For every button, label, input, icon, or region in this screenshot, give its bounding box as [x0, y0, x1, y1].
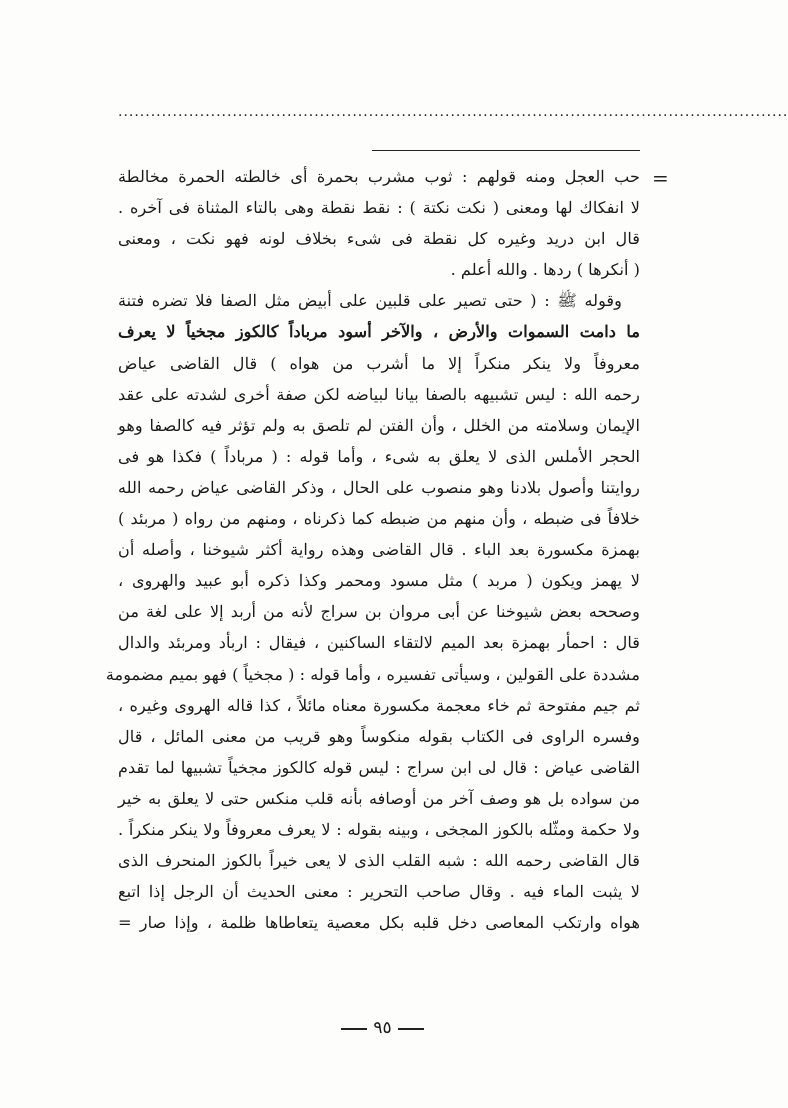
folio-dash-left [341, 1028, 367, 1030]
text-line: روايتنا وأصول بلادنا وهو منصوب على الحال ، وذكر القاضى عياض رحمه الله [118, 477, 640, 497]
text-line: رحمه الله : ليس تشبيهه بالصفا بيانا لبياضه لكن صفة أخرى لشدته على عقد [118, 384, 640, 404]
text-line: مشددة على القولين ، وسيأتى تفسيره ، وأما قوله : ( مجخياً ) فهو بميم مضمومة [105, 664, 640, 684]
footnote-text [105, 161, 640, 938]
text-line: لا انفكاك لها ومعنى ( نكت نكتة ) : نقط نقطة وهى بالتاء المثناة فى آخره . [118, 198, 640, 218]
page-number-value: ٩٥ [373, 1018, 392, 1038]
text-line: قال القاضى رحمه الله : شبه القلب الذى لا يعى خيراً بالكوز المنحرف الذى [118, 851, 640, 871]
footnote-rule [372, 150, 640, 151]
text-line: الإيمان وسلامته من الخلل ، وأن الفتن لم تلصق به ولم تؤثر فيه كالصفا وهو [118, 415, 640, 435]
text-line: من سواده بل هو وصف آخر من أوصافه بأنه قلب منكس حتى لا يعلق به خير [118, 788, 640, 808]
text-line: قال : احمأر بهمزة بعد الميم لالتقاء الساكنين ، فيقال : اربأد ومربئد والدال [118, 633, 640, 653]
continuation-mark: = [652, 166, 669, 190]
text-line: وفسره الراوى فى الكتاب بقوله منكوساً وهو قريب من معنى المائل ، قال [118, 726, 640, 746]
text-line: الحجر الأملس الذى لا يعلق به شىء ، وأما قوله : ( مرباداً ) فكذا هو فى [118, 446, 640, 466]
text-line: القاضى عياض : قال لى ابن سراج : ليس قوله كالكوز مجخياً تشبيها لما تقدم [118, 757, 640, 777]
text-line: حب العجل ومنه قولهم : ثوب مشرب بحمرة أى خالطته الحمرة مخالطة [118, 167, 640, 186]
text-line: لا يهمز ويكون ( مربد ) مثل مسود ومحمر وكذا ذكره أبو عبيد والهروى ، [118, 571, 640, 591]
folio-dash-right [398, 1028, 424, 1030]
text-line: ثم جيم مفتوحة ثم خاء معجمة مكسورة معناه مائلاً ، كذا قاله الهروى وغيره ، [118, 695, 640, 715]
text-line: ما دامت السموات والأرض ، والآخر أسود مرباداً كالكوز مجخياً لا يعرف [118, 322, 640, 342]
text-line: قال ابن دريد وغيره كل نقطة فى شىء بخلاف لونه فهو نكت ، ومعنى [118, 229, 640, 249]
page-number [0, 1018, 765, 1038]
text-line: وصححه بعض شيوخنا عن أبى مروان بن سراج لأنه من أربد إلا على لغة من [118, 602, 640, 622]
text-line: ( أنكرها ) ردها . والله أعلم . [450, 260, 640, 280]
text-line: هواه وارتكب المعاصى دخل قلبه بكل معصية يتعاطاها ظلمة ، وإذا صار = [118, 913, 640, 933]
dotted-separator: ........................................................................................................................... [118, 104, 788, 120]
text-line: خلافاً فى ضبطه ، وأن منهم من ضبطه كما ذكرناه ، ومنهم من رواه ( مربئد ) [118, 509, 640, 529]
text-line: لا يثبت الماء فيه . وقال صاحب التحرير : معنى الحديث أن الرجل إذا اتبع [118, 882, 640, 902]
text-line: ولا حكمة ومثّله بالكوز المجخى ، وبينه بقوله : لا يعرف معروفاً ولا ينكر منكراً . [118, 819, 640, 839]
text-line: معروفاً ولا ينكر منكراً إلا ما أشرب من هواه ) قال القاضى عياض [118, 353, 640, 373]
text-line: وقوله ﷺ : ( حتى تصير على قلبين على أبيض مثل الصفا فلا تضره فتنة [118, 291, 622, 311]
text-line: بهمزة مكسورة بعد الباء . قال القاضى وهذه رواية أكثر شيوخنا ، وأصله أن [118, 540, 640, 560]
